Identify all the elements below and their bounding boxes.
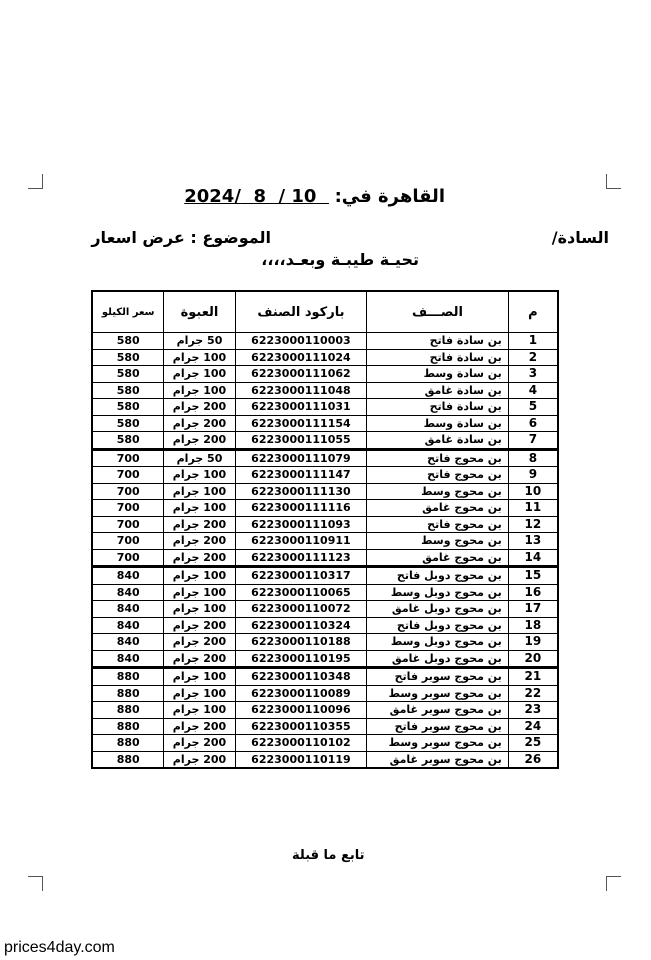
- cell-barcode: 6223000110089: [235, 685, 367, 702]
- cell-kilo-price: 580: [92, 415, 164, 432]
- cell-kilo-price: 580: [92, 432, 164, 450]
- cell-barcode: 6223000111116: [235, 500, 367, 517]
- table-row: [92, 567, 558, 585]
- cell-pack: 100 جرام: [164, 567, 235, 585]
- cell-item: بن سادة فاتح: [367, 399, 509, 416]
- crop-mark-bottom-right: [606, 876, 621, 891]
- cell-pack: 100 جرام: [164, 685, 235, 702]
- cell-kilo-price: 880: [92, 751, 164, 768]
- cell-barcode: 6223000111055: [235, 432, 367, 450]
- cell-kilo-price: 880: [92, 668, 164, 686]
- cell-barcode: 6223000110324: [235, 617, 367, 634]
- header-barcode: باركود الصنف: [235, 291, 367, 333]
- cell-barcode: 6223000110102: [235, 735, 367, 752]
- cell-item: بن سادة وسط: [367, 366, 509, 383]
- cell-kilo-price: 840: [92, 584, 164, 601]
- cell-barcode: 6223000111147: [235, 467, 367, 484]
- cell-pack: 100 جرام: [164, 500, 235, 517]
- cell-barcode: 6223000110096: [235, 702, 367, 719]
- table-row: [92, 500, 558, 517]
- greeting-line: تحيـة طيبـة وبعـد،،،،: [261, 250, 419, 269]
- cell-pack: 200 جرام: [164, 516, 235, 533]
- cell-number: 11: [508, 500, 558, 517]
- cell-number: 3: [508, 366, 558, 383]
- crop-mark-bottom-left: [28, 876, 43, 891]
- cell-kilo-price: 840: [92, 650, 164, 668]
- cell-number: 9: [508, 467, 558, 484]
- cell-number: 12: [508, 516, 558, 533]
- cell-number: 6: [508, 415, 558, 432]
- cell-pack: 200 جرام: [164, 751, 235, 768]
- cell-number: 17: [508, 601, 558, 618]
- cell-pack: 200 جرام: [164, 415, 235, 432]
- cell-number: 19: [508, 634, 558, 651]
- cell-number: 22: [508, 685, 558, 702]
- cell-pack: 100 جرام: [164, 467, 235, 484]
- continued-note: تابع ما قبلة: [292, 848, 365, 863]
- cell-number: 1: [508, 333, 558, 350]
- cell-kilo-price: 880: [92, 702, 164, 719]
- cell-number: 4: [508, 382, 558, 399]
- cell-pack: 200 جرام: [164, 399, 235, 416]
- cell-barcode: 6223000111031: [235, 399, 367, 416]
- cell-kilo-price: 880: [92, 685, 164, 702]
- cell-item: بن محوج سوبر وسط: [367, 685, 509, 702]
- cell-item: بن محوج فاتح: [367, 516, 509, 533]
- header-kilo-price: سعر الكيلو: [92, 291, 164, 333]
- table-row: [92, 584, 558, 601]
- cell-item: بن محوج سوبر وسط: [367, 735, 509, 752]
- cell-item: بن محوج دوبل فاتح: [367, 617, 509, 634]
- subject-line: الموضوع : عرض اسعار: [91, 228, 271, 247]
- table-row: [92, 533, 558, 550]
- cell-barcode: 6223000110119: [235, 751, 367, 768]
- cell-kilo-price: 840: [92, 617, 164, 634]
- cell-number: 5: [508, 399, 558, 416]
- cell-item: بن محوج وسط: [367, 483, 509, 500]
- cell-number: 7: [508, 432, 558, 450]
- cell-barcode: 6223000110072: [235, 601, 367, 618]
- cell-item: بن سادة غامق: [367, 432, 509, 450]
- cell-number: 8: [508, 449, 558, 467]
- cell-barcode: 6223000110317: [235, 567, 367, 585]
- cell-item: بن محوج سوبر غامق: [367, 702, 509, 719]
- cell-pack: 200 جرام: [164, 718, 235, 735]
- table-row: [92, 634, 558, 651]
- cell-item: بن محوج غامق: [367, 549, 509, 567]
- cell-number: 18: [508, 617, 558, 634]
- cell-pack: 200 جرام: [164, 634, 235, 651]
- date-year: 2024: [184, 186, 235, 207]
- date-day: 10: [291, 186, 317, 207]
- cell-barcode: 6223000111123: [235, 549, 367, 567]
- cell-pack: 50 جرام: [164, 333, 235, 350]
- footer-watermark: prices4day.com: [4, 939, 115, 956]
- cell-barcode: 6223000111024: [235, 349, 367, 366]
- table-row: [92, 333, 558, 350]
- date-place: القاهرة في:: [334, 186, 445, 207]
- cell-number: 10: [508, 483, 558, 500]
- table-row: [92, 366, 558, 383]
- cell-kilo-price: 700: [92, 449, 164, 467]
- cell-item: بن محوج غامق: [367, 500, 509, 517]
- cell-number: 16: [508, 584, 558, 601]
- cell-item: بن محوج سوبر فاتح: [367, 718, 509, 735]
- cell-pack: 100 جرام: [164, 483, 235, 500]
- cell-item: بن محوج دوبل وسط: [367, 584, 509, 601]
- cell-barcode: 6223000110355: [235, 718, 367, 735]
- cell-pack: 100 جرام: [164, 349, 235, 366]
- table-body: [92, 333, 558, 769]
- cell-number: 21: [508, 668, 558, 686]
- header-number: م: [508, 291, 558, 333]
- cell-kilo-price: 700: [92, 549, 164, 567]
- cell-kilo-price: 700: [92, 516, 164, 533]
- cell-item: بن محوج فاتح: [367, 449, 509, 467]
- table-row: [92, 415, 558, 432]
- cell-pack: 100 جرام: [164, 366, 235, 383]
- date-value: [184, 186, 329, 207]
- cell-kilo-price: 580: [92, 382, 164, 399]
- cell-kilo-price: 700: [92, 500, 164, 517]
- cell-kilo-price: 840: [92, 601, 164, 618]
- cell-barcode: 6223000110348: [235, 668, 367, 686]
- table-row: [92, 601, 558, 618]
- cell-number: 14: [508, 549, 558, 567]
- cell-item: بن سادة وسط: [367, 415, 509, 432]
- cell-number: 26: [508, 751, 558, 768]
- cell-item: بن محوج دوبل وسط: [367, 634, 509, 651]
- cell-barcode: 6223000111048: [235, 382, 367, 399]
- cell-barcode: 6223000111154: [235, 415, 367, 432]
- cell-pack: 50 جرام: [164, 449, 235, 467]
- table-row: [92, 702, 558, 719]
- date-sep-2: /: [234, 186, 241, 207]
- cell-number: 25: [508, 735, 558, 752]
- cell-number: 23: [508, 702, 558, 719]
- table-row: [92, 399, 558, 416]
- cell-pack: 200 جرام: [164, 650, 235, 668]
- cell-barcode: 6223000110003: [235, 333, 367, 350]
- cell-kilo-price: 840: [92, 634, 164, 651]
- cell-kilo-price: 880: [92, 735, 164, 752]
- table-row: [92, 467, 558, 484]
- cell-pack: 100 جرام: [164, 702, 235, 719]
- cell-kilo-price: 700: [92, 533, 164, 550]
- cell-kilo-price: 700: [92, 467, 164, 484]
- cell-pack: 100 جرام: [164, 668, 235, 686]
- cell-item: بن محوج دوبل غامق: [367, 601, 509, 618]
- cell-barcode: 6223000110195: [235, 650, 367, 668]
- table-row: [92, 718, 558, 735]
- crop-mark-top-right: [606, 174, 621, 189]
- table-row: [92, 685, 558, 702]
- cell-pack: 100 جرام: [164, 584, 235, 601]
- table-row: [92, 549, 558, 567]
- cell-pack: 200 جرام: [164, 533, 235, 550]
- cell-kilo-price: 580: [92, 333, 164, 350]
- cell-item: بن سادة فاتح: [367, 333, 509, 350]
- cell-barcode: 6223000110188: [235, 634, 367, 651]
- recipient-label: السادة/: [551, 228, 609, 247]
- cell-barcode: 6223000111130: [235, 483, 367, 500]
- table-row: [92, 432, 558, 450]
- table-row: [92, 349, 558, 366]
- cell-number: 13: [508, 533, 558, 550]
- cell-kilo-price: 580: [92, 399, 164, 416]
- cell-barcode: 6223000111062: [235, 366, 367, 383]
- table-row: [92, 617, 558, 634]
- cell-pack: 200 جرام: [164, 617, 235, 634]
- price-table: [91, 290, 559, 769]
- cell-pack: 200 جرام: [164, 432, 235, 450]
- cell-number: 2: [508, 349, 558, 366]
- crop-mark-top-left: [28, 174, 43, 189]
- cell-kilo-price: 700: [92, 483, 164, 500]
- table-row: [92, 751, 558, 768]
- date-month: 8: [253, 186, 266, 207]
- table-row: [92, 483, 558, 500]
- date-line: [184, 186, 445, 216]
- cell-pack: 100 جرام: [164, 382, 235, 399]
- cell-barcode: 6223000111079: [235, 449, 367, 467]
- cell-item: بن محوج وسط: [367, 533, 509, 550]
- table-row: [92, 449, 558, 467]
- table-row: [92, 668, 558, 686]
- cell-item: بن سادة غامق: [367, 382, 509, 399]
- cell-item: بن محوج سوبر فاتح: [367, 668, 509, 686]
- header-item: الصـــف: [367, 291, 509, 333]
- cell-pack: 200 جرام: [164, 735, 235, 752]
- date-sep-1: /: [278, 186, 286, 207]
- cell-number: 15: [508, 567, 558, 585]
- cell-barcode: 6223000110911: [235, 533, 367, 550]
- cell-kilo-price: 840: [92, 567, 164, 585]
- cell-pack: 100 جرام: [164, 601, 235, 618]
- cell-item: بن محوج سوبر غامق: [367, 751, 509, 768]
- table-row: [92, 650, 558, 668]
- cell-item: بن محوج فاتح: [367, 467, 509, 484]
- cell-item: بن سادة فاتح: [367, 349, 509, 366]
- cell-kilo-price: 580: [92, 349, 164, 366]
- cell-pack: 200 جرام: [164, 549, 235, 567]
- cell-kilo-price: 880: [92, 718, 164, 735]
- table-row: [92, 382, 558, 399]
- cell-kilo-price: 580: [92, 366, 164, 383]
- table-header-row: [92, 291, 558, 333]
- cell-barcode: 6223000110065: [235, 584, 367, 601]
- cell-item: بن محوج دوبل غامق: [367, 650, 509, 668]
- table-row: [92, 735, 558, 752]
- header-pack: العبوة: [164, 291, 235, 333]
- table-row: [92, 516, 558, 533]
- cell-item: بن محوج دوبل فاتح: [367, 567, 509, 585]
- cell-number: 24: [508, 718, 558, 735]
- cell-number: 20: [508, 650, 558, 668]
- cell-barcode: 6223000111093: [235, 516, 367, 533]
